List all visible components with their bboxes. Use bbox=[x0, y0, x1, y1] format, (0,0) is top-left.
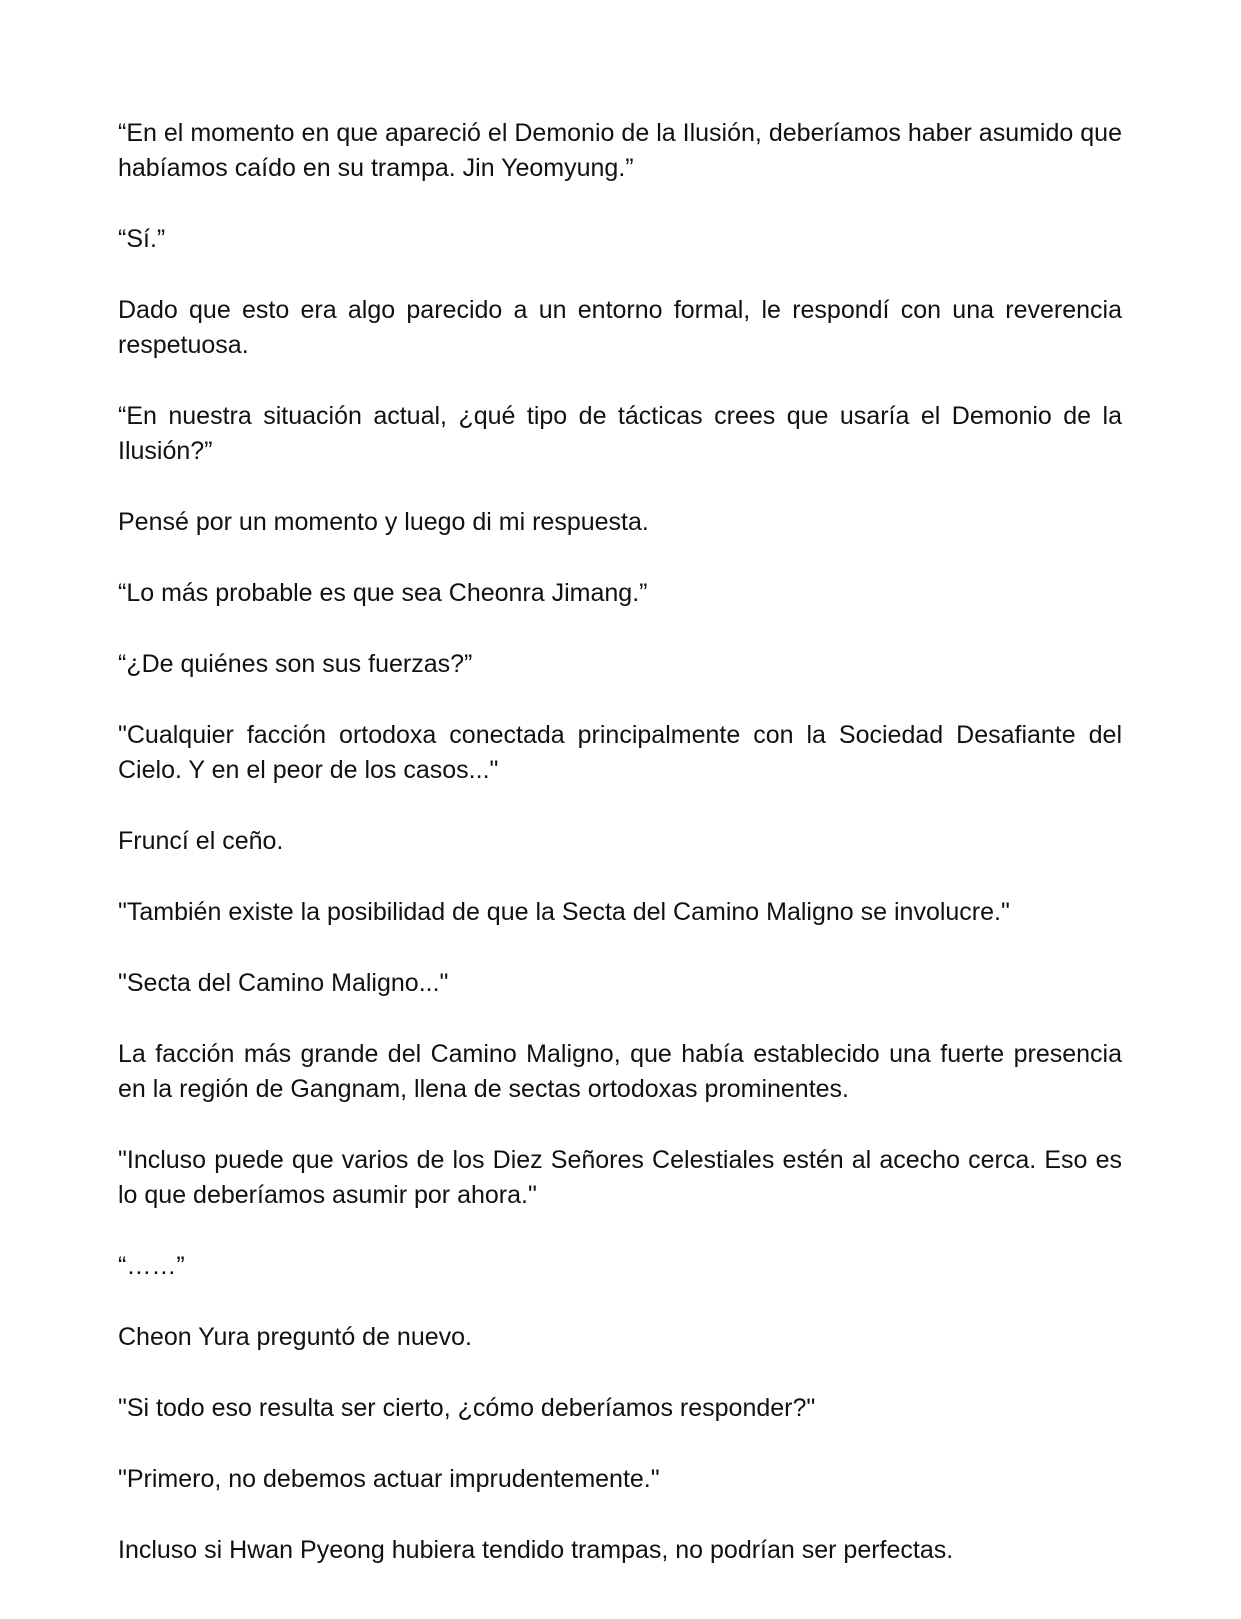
paragraph-7: “¿De quiénes son sus fuerzas?” bbox=[118, 650, 473, 678]
paragraph-13: "Incluso puede que varios de los Diez Señores Celestiales estén al acecho cerca. Eso es lo que deberíamos asumir por ahora." bbox=[118, 1146, 1122, 1209]
paragraph-17: "Primero, no debemos actuar imprudentemente." bbox=[118, 1465, 660, 1493]
paragraph-16: "Si todo eso resulta ser cierto, ¿cómo deberíamos responder?" bbox=[118, 1394, 816, 1422]
paragraph-1: “En el momento en que apareció el Demonio de la Ilusión, deberíamos haber asumido que habíamos caído en su trampa. Jin Yeomyung.” bbox=[118, 119, 1122, 182]
paragraph-8: "Cualquier facción ortodoxa conectada principalmente con la Sociedad Desafiante del Cielo. Y en el peor de los casos..." bbox=[118, 721, 1122, 784]
paragraph-6: “Lo más probable es que sea Cheonra Jimang.” bbox=[118, 579, 648, 607]
paragraph-9: Fruncí el ceño. bbox=[118, 827, 284, 855]
paragraph-3: Dado que esto era algo parecido a un entorno formal, le respondí con una reverencia respetuosa. bbox=[118, 296, 1122, 359]
paragraph-4: “En nuestra situación actual, ¿qué tipo de tácticas crees que usaría el Demonio de la Ilusión?” bbox=[118, 402, 1122, 465]
paragraph-5: Pensé por un momento y luego di mi respuesta. bbox=[118, 508, 649, 536]
paragraph-14: “……” bbox=[118, 1252, 185, 1280]
paragraph-15: Cheon Yura preguntó de nuevo. bbox=[118, 1323, 472, 1351]
paragraph-2: “Sí.” bbox=[118, 225, 166, 253]
paragraph-12: La facción más grande del Camino Maligno, que había establecido una fuerte presencia en la región de Gangnam, llena de sectas ortodoxas prominentes. bbox=[118, 1040, 1122, 1103]
paragraph-10: "También existe la posibilidad de que la Secta del Camino Maligno se involucre." bbox=[118, 898, 1010, 926]
paragraph-18: Incluso si Hwan Pyeong hubiera tendido trampas, no podrían ser perfectas. bbox=[118, 1536, 954, 1564]
paragraph-11: "Secta del Camino Maligno..." bbox=[118, 969, 449, 997]
document-body bbox=[118, 116, 1122, 1604]
